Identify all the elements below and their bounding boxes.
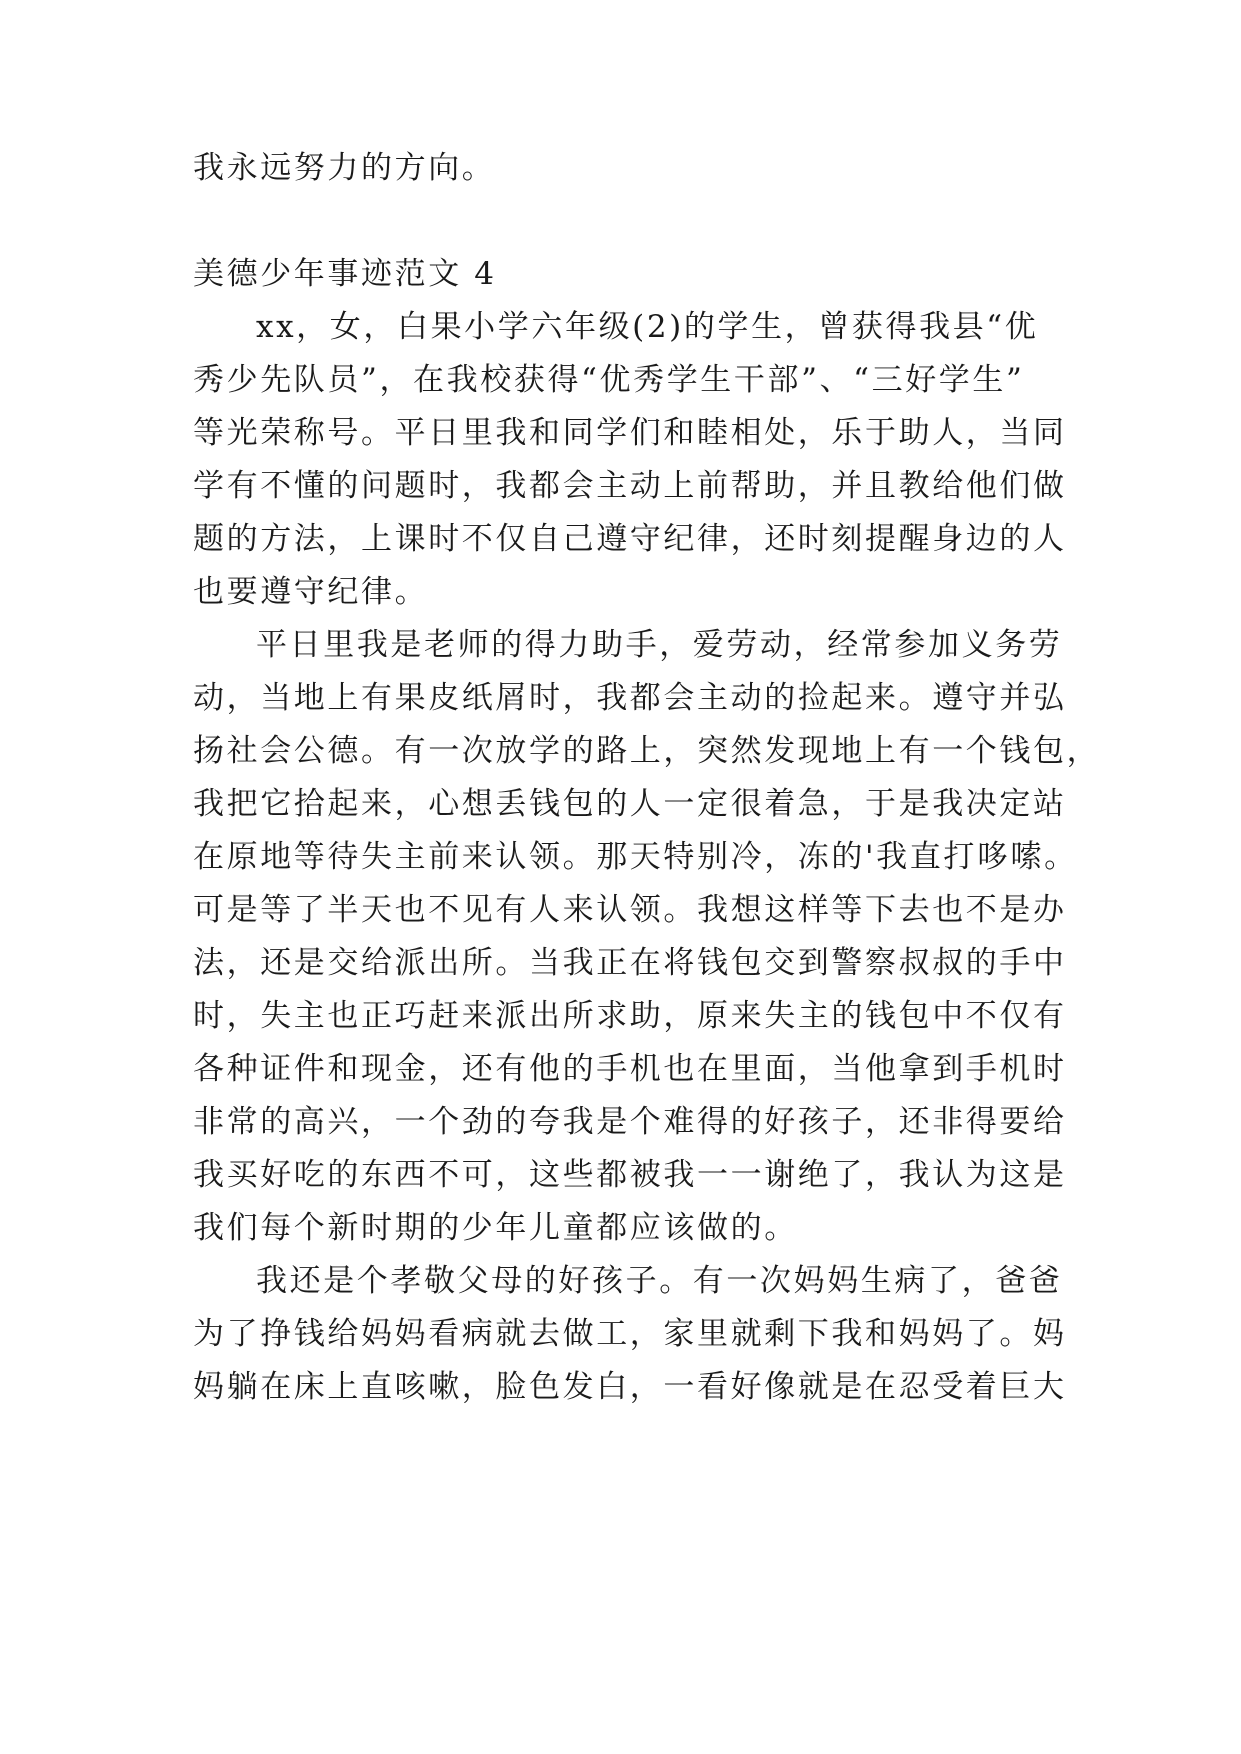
text-line: 秀少先队员”，在我校获得“优秀学生干部”、“三好学生” bbox=[193, 362, 1025, 398]
text-line: 在原地等待失主前来认领。那天特别冷，冻的'我直打哆嗦。 bbox=[193, 839, 1078, 875]
text-line: 题的方法，上课时不仅自己遵守纪律，还时刻提醒身边的人 bbox=[193, 521, 1067, 557]
text-line: xx，女，白果小学六年级(2)的学生，曾获得我县“优 bbox=[256, 309, 1039, 345]
text-line: 各种证件和现金，还有他的手机也在里面，当他拿到手机时 bbox=[193, 1051, 1067, 1087]
text-line: 妈躺在床上直咳嗽，脸色发白，一看好像就是在忍受着巨大 bbox=[193, 1369, 1067, 1405]
text-line: 我还是个孝敬父母的好孩子。有一次妈妈生病了，爸爸 bbox=[256, 1263, 1063, 1299]
text-line: 时，失主也正巧赶来派出所求助，原来失主的钱包中不仅有 bbox=[193, 998, 1067, 1034]
text-line: 可是等了半天也不见有人来认领。我想这样等下去也不是办 bbox=[193, 892, 1067, 928]
text-line: 学有不懂的问题时，我都会主动上前帮助，并且教给他们做 bbox=[193, 468, 1067, 504]
text-line: 非常的高兴，一个劲的夸我是个难得的好孩子，还非得要给 bbox=[193, 1104, 1067, 1140]
text-line: 等光荣称号。平日里我和同学们和睦相处，乐于助人，当同 bbox=[193, 415, 1067, 451]
text-line: 动，当地上有果皮纸屑时，我都会主动的捡起来。遵守并弘 bbox=[193, 680, 1067, 716]
text-line: 平日里我是老师的得力助手，爱劳动，经常参加义务劳 bbox=[256, 627, 1063, 663]
text-line: 为了挣钱给妈妈看病就去做工，家里就剩下我和妈妈了。妈 bbox=[193, 1316, 1067, 1352]
text-line: 我永远努力的方向。 bbox=[193, 150, 496, 186]
text-line: 法，还是交给派出所。当我正在将钱包交到警察叔叔的手中 bbox=[193, 945, 1067, 981]
text-line: 也要遵守纪律。 bbox=[193, 574, 429, 610]
text-line: 我把它拾起来，心想丢钱包的人一定很着急，于是我决定站 bbox=[193, 786, 1067, 822]
text-line: 我买好吃的东西不可，这些都被我一一谢绝了，我认为这是 bbox=[193, 1157, 1067, 1193]
text-line: 我们每个新时期的少年儿童都应该做的。 bbox=[193, 1210, 798, 1246]
text-line: 扬社会公德。有一次放学的路上，突然发现地上有一个钱包， bbox=[193, 733, 1101, 769]
section-heading: 美德少年事迹范文 4 bbox=[193, 256, 497, 292]
